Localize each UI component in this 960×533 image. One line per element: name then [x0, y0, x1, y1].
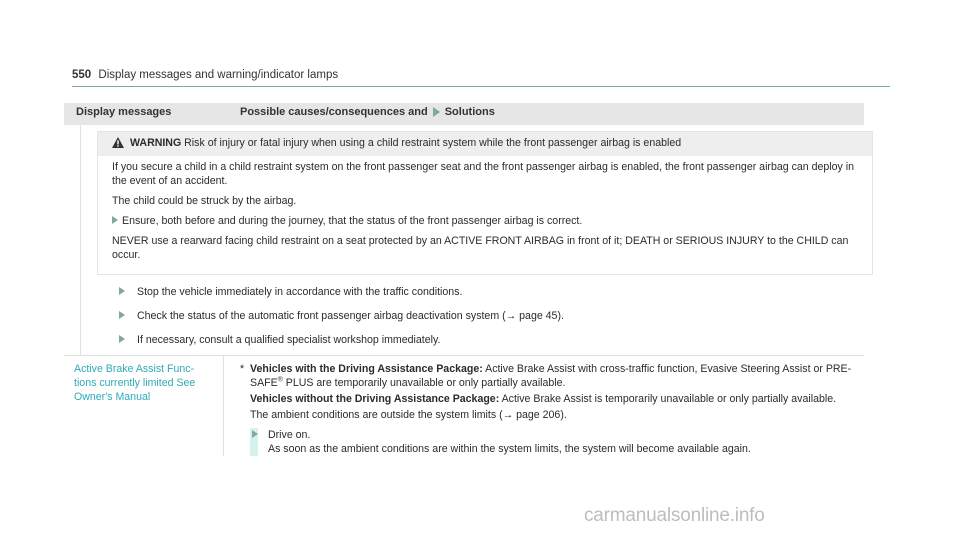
action-arrow-icon [119, 309, 137, 323]
row2-text-2: Active Brake Assist is temporarily unavailable or only partially available. [501, 393, 837, 405]
warning-paragraph-2: The child could be struck by the airbag. [112, 195, 297, 207]
page-header-title: Display messages and warning/indicator lamps [98, 69, 339, 81]
table-header [64, 103, 864, 125]
action-arrow-icon [119, 333, 137, 347]
messages-table [64, 103, 864, 456]
row1-message-cell [64, 125, 81, 355]
row2-heading-1: Vehicles with the Driving Assistance Package: [250, 363, 483, 375]
solution-step-text: If necessary, consult a qualified specialist workshop immediately. [137, 334, 441, 346]
solution-step [119, 333, 873, 347]
col-header-causes-label: Possible causes/consequences and [240, 106, 428, 118]
row2-paragraph-3: The ambient conditions are outside the system limits (→ page 206). [250, 409, 567, 421]
registered-mark: ® [277, 376, 283, 384]
page-header [72, 69, 338, 81]
col-header-display-messages: Display messages [76, 106, 172, 118]
row2-text-1a: Active Brake Assist with cross-traffic function, Evasive Steering Assist or PRE-SAFE [250, 363, 852, 389]
warning-label: WARNING [130, 137, 182, 149]
action-arrow-icon [119, 285, 137, 299]
warning-bullet-text: Ensure, both before and during the journey, that the status of the front passenger airbag is correct. [122, 215, 583, 227]
warning-box [97, 131, 873, 275]
col-header-solutions-label: Solutions [444, 106, 495, 118]
warning-text [130, 136, 681, 152]
action-arrow-icon [250, 428, 258, 456]
watermark: carmanualsonline.info [584, 505, 765, 526]
step-title: Drive on. [268, 429, 311, 441]
row1-solution-cell [81, 125, 873, 355]
row2-heading-2: Vehicles without the Driving Assistance Package: [250, 393, 500, 405]
table-row [64, 125, 864, 356]
message-line: tions currently limited See [74, 377, 196, 389]
optional-equipment-star: * [240, 363, 245, 375]
row2-paragraph-2 [240, 392, 864, 406]
solution-step [119, 309, 873, 323]
row2-text-1b: PLUS are temporarily unavailable or only partially available. [285, 377, 566, 389]
warning-title: Risk of injury or fatal injury when using a child restraint system while the front passenger airbag is enabled [184, 137, 682, 149]
row2-solution-cell [224, 356, 864, 456]
solution-step-text [260, 428, 751, 456]
page-number: 550 [72, 69, 92, 81]
action-arrow-icon [433, 107, 440, 117]
header-divider [72, 86, 890, 87]
table-row [64, 356, 864, 456]
message-line: Owner's Manual [74, 391, 151, 403]
action-arrow-icon [112, 214, 122, 228]
solution-step [240, 428, 864, 456]
step-text: As soon as the ambient conditions are within the system limits, the system will become available again. [268, 443, 751, 455]
warning-body [98, 156, 872, 274]
solution-step-text: Check the status of the automatic front passenger airbag deactivation system (→ page 45). [137, 310, 564, 322]
warning-triangle-icon [112, 136, 126, 152]
message-line: Active Brake Assist Func- [74, 363, 195, 375]
warning-paragraph-1: If you secure a child in a child restraint system on the front passenger seat and the front passenger airbag is enabled, the front passenger airbag can deploy in the event of an accident. [112, 161, 855, 187]
solution-step [119, 285, 873, 299]
warning-paragraph-3: NEVER use a rearward facing child restraint on a seat protected by an ACTIVE FRONT AIRBAG in front of it; DEATH or SERIOUS INJURY to the CHILD can occur. [112, 235, 849, 261]
col-header-causes [224, 103, 864, 125]
row2-paragraph-1 [240, 362, 864, 390]
warning-bullet [112, 214, 862, 228]
display-message-active-brake-assist [64, 356, 224, 456]
solution-step-text: Stop the vehicle immediately in accordance with the traffic conditions. [137, 286, 463, 298]
warning-heading [98, 132, 872, 156]
